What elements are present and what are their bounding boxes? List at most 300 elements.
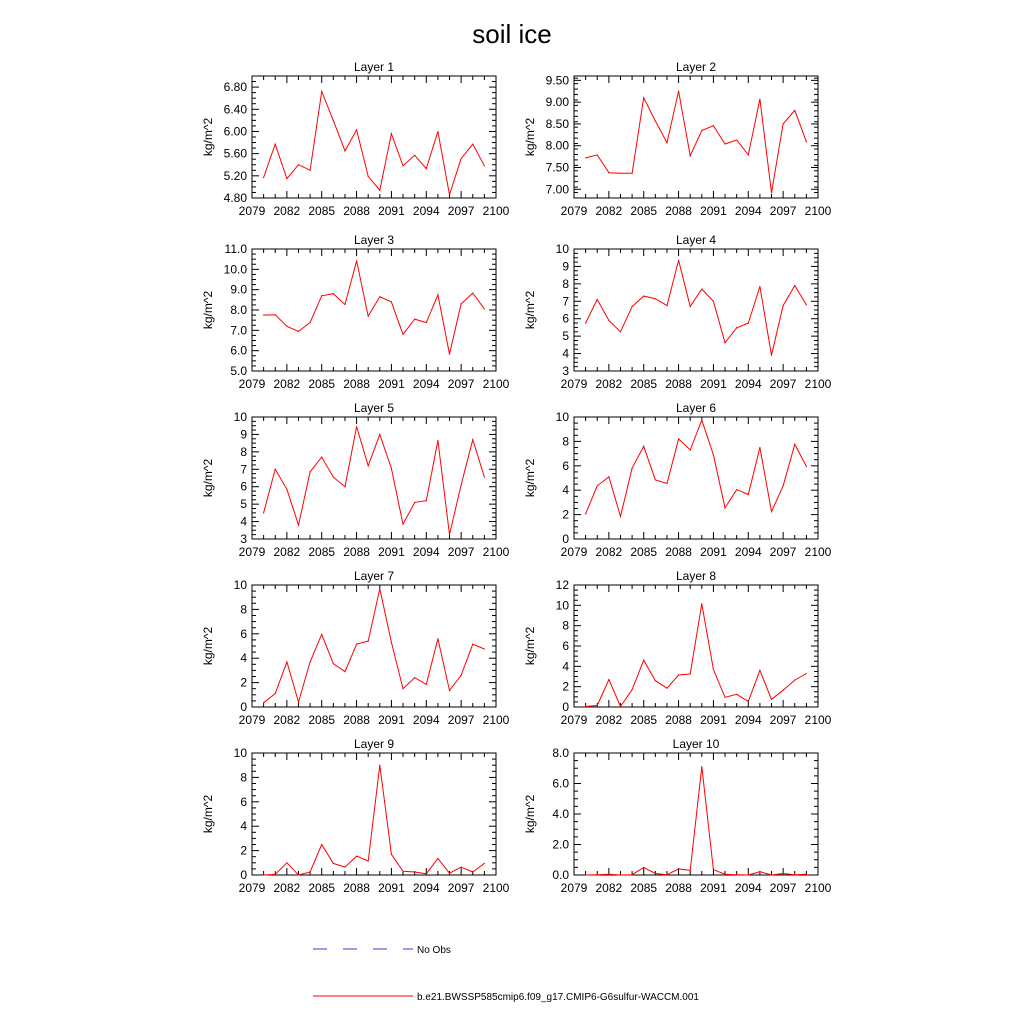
data-point (472, 144, 473, 145)
y-tick-label: 6 (240, 479, 247, 494)
data-point (585, 157, 586, 158)
data-point (263, 512, 264, 513)
x-tick-label: 2079 (560, 204, 588, 218)
x-tick-label: 2091 (700, 545, 727, 559)
y-tick-label: 10.0 (223, 262, 247, 277)
data-point (391, 133, 392, 134)
data-point (736, 489, 737, 490)
y-tick-label: 11.0 (224, 242, 247, 256)
data-point (643, 446, 644, 447)
y-tick-label: 0 (240, 700, 247, 714)
data-point (666, 305, 667, 306)
plot-frame (574, 585, 818, 707)
data-point (794, 110, 795, 111)
x-tick-label: 2097 (447, 545, 475, 559)
data-point (333, 477, 334, 478)
data-point (666, 483, 667, 484)
x-tick-label: 2094 (734, 377, 762, 391)
y-tick-label: 8.0 (552, 746, 569, 760)
data-point (794, 285, 795, 286)
data-point (701, 603, 702, 604)
data-point (631, 306, 632, 307)
x-tick-label: 2094 (412, 881, 440, 895)
data-point (484, 477, 485, 478)
data-point (724, 874, 725, 875)
data-point (275, 469, 276, 470)
y-tick-label: 7.00 (545, 182, 569, 197)
data-point (597, 299, 598, 300)
data-point (806, 874, 807, 875)
series-line-layer-6 (586, 420, 807, 516)
y-tick-label: 5.60 (223, 146, 247, 161)
data-point (608, 679, 609, 680)
figure-title: soil ice (472, 19, 552, 49)
y-axis-label: kg/m^2 (523, 117, 537, 157)
data-point (690, 155, 691, 156)
data-point (484, 648, 485, 649)
data-point (771, 874, 772, 875)
data-point (437, 440, 438, 441)
data-point (736, 694, 737, 695)
x-tick-label: 2097 (769, 377, 797, 391)
data-point (356, 260, 357, 261)
y-tick-label: 10 (555, 410, 569, 424)
data-point (379, 765, 380, 766)
y-tick-label: 9.50 (545, 73, 569, 88)
data-point (414, 502, 415, 503)
data-point (333, 663, 334, 664)
data-point (321, 634, 322, 635)
data-point (402, 334, 403, 335)
data-point (298, 331, 299, 332)
data-point (748, 494, 749, 495)
data-point (678, 91, 679, 92)
y-tick-label: 2 (562, 507, 569, 522)
x-tick-label: 2097 (447, 713, 475, 727)
data-point (655, 680, 656, 681)
x-tick-label: 2100 (804, 545, 832, 559)
x-tick-label: 2091 (378, 881, 405, 895)
y-tick-label: 4 (562, 346, 569, 361)
data-point (713, 869, 714, 870)
data-point (461, 158, 462, 159)
x-tick-label: 2100 (482, 545, 510, 559)
panel-title: Layer 4 (675, 233, 717, 247)
y-tick-label: 5 (562, 329, 569, 344)
x-tick-label: 2100 (482, 713, 510, 727)
y-tick-label: 6 (240, 794, 247, 809)
legend (313, 945, 699, 1003)
x-tick-label: 2082 (273, 377, 301, 391)
data-point (678, 438, 679, 439)
data-point (379, 190, 380, 191)
y-tick-label: 10 (555, 242, 569, 256)
data-point (286, 326, 287, 327)
y-tick-label: 2.0 (552, 837, 569, 852)
data-point (344, 486, 345, 487)
x-tick-label: 2097 (769, 881, 797, 895)
data-point (426, 873, 427, 874)
data-point (678, 674, 679, 675)
data-point (759, 98, 760, 99)
x-tick-label: 2082 (595, 881, 623, 895)
chart-panel-layer-2 (523, 60, 832, 218)
y-tick-label: 4.0 (552, 807, 569, 821)
data-point (748, 874, 749, 875)
data-point (678, 260, 679, 261)
x-tick-label: 2079 (238, 545, 266, 559)
data-point (666, 874, 667, 875)
data-point (356, 129, 357, 130)
data-point (414, 319, 415, 320)
data-point (449, 194, 450, 195)
x-tick-label: 2094 (412, 545, 440, 559)
x-tick-label: 2094 (734, 204, 762, 218)
data-point (414, 155, 415, 156)
x-tick-label: 2088 (665, 377, 692, 391)
panel-title: Layer 7 (353, 569, 395, 583)
data-point (344, 304, 345, 305)
data-point (585, 706, 586, 707)
data-point (794, 874, 795, 875)
data-point (263, 177, 264, 178)
data-point (643, 867, 644, 868)
data-point (608, 476, 609, 477)
chart-panel-layer-3 (201, 233, 510, 391)
y-tick-label: 2 (240, 675, 247, 690)
data-point (585, 322, 586, 323)
data-point (678, 868, 679, 869)
x-tick-label: 2085 (308, 881, 336, 895)
data-point (771, 192, 772, 193)
data-point (484, 863, 485, 864)
x-tick-label: 2100 (482, 377, 510, 391)
data-point (414, 871, 415, 872)
y-tick-label: 10 (233, 410, 247, 424)
y-tick-label: 12 (555, 578, 569, 592)
data-point (484, 165, 485, 166)
y-axis-label: kg/m^2 (523, 626, 537, 666)
data-point (379, 588, 380, 589)
x-tick-label: 2079 (238, 713, 266, 727)
x-tick-label: 2100 (482, 204, 510, 218)
data-point (321, 295, 322, 296)
data-point (368, 860, 369, 861)
x-tick-label: 2088 (665, 545, 692, 559)
y-tick-label: 8 (240, 770, 247, 785)
series-line-layer-7 (264, 589, 485, 703)
data-point (620, 516, 621, 517)
data-point (806, 673, 807, 674)
data-point (263, 702, 264, 703)
data-point (275, 693, 276, 694)
chart-panel-layer-5 (201, 401, 510, 559)
x-tick-label: 2091 (700, 377, 727, 391)
x-tick-label: 2097 (447, 377, 475, 391)
data-point (724, 697, 725, 698)
y-tick-label: 7.50 (545, 160, 569, 175)
data-point (759, 670, 760, 671)
x-tick-label: 2082 (273, 204, 301, 218)
y-tick-label: 4 (240, 514, 247, 529)
y-tick-label: 3 (240, 532, 247, 546)
data-point (620, 173, 621, 174)
data-point (608, 172, 609, 173)
x-tick-label: 2079 (560, 881, 588, 895)
x-tick-label: 2091 (700, 713, 727, 727)
data-point (275, 144, 276, 145)
data-point (449, 873, 450, 874)
x-tick-label: 2088 (343, 377, 370, 391)
data-point (690, 449, 691, 450)
y-tick-label: 10 (233, 578, 247, 592)
x-tick-label: 2094 (734, 881, 762, 895)
data-point (783, 485, 784, 486)
data-point (356, 426, 357, 427)
data-point (608, 874, 609, 875)
series-line-layer-2 (586, 91, 807, 193)
data-point (333, 293, 334, 294)
data-point (806, 466, 807, 467)
y-tick-label: 7 (240, 462, 247, 477)
data-point (771, 355, 772, 356)
data-point (759, 447, 760, 448)
y-tick-label: 4 (562, 483, 569, 498)
x-tick-label: 2094 (734, 713, 762, 727)
series-line-layer-8 (586, 604, 807, 707)
x-tick-label: 2079 (238, 377, 266, 391)
data-point (379, 296, 380, 297)
y-tick-label: 7.0 (230, 323, 247, 338)
data-point (701, 130, 702, 131)
legend-model-label: b.e21.BWSSP585cmip6.f09_g17.CMIP6-G6sulfur-WACCM.001 (417, 992, 699, 1003)
y-tick-label: 2 (562, 679, 569, 694)
data-point (461, 484, 462, 485)
y-tick-label: 6 (240, 626, 247, 641)
data-point (631, 874, 632, 875)
y-tick-label: 6.80 (223, 80, 247, 95)
x-tick-label: 2085 (630, 881, 658, 895)
data-point (690, 673, 691, 674)
data-point (437, 638, 438, 639)
panel-title: Layer 9 (353, 737, 395, 751)
y-axis-label: kg/m^2 (201, 117, 215, 157)
x-tick-label: 2097 (769, 713, 797, 727)
data-point (437, 131, 438, 132)
data-point (321, 456, 322, 457)
data-point (597, 874, 598, 875)
data-point (736, 139, 737, 140)
x-tick-label: 2100 (804, 204, 832, 218)
x-tick-label: 2082 (595, 377, 623, 391)
panel-title: Layer 6 (675, 401, 717, 415)
data-point (713, 301, 714, 302)
x-tick-label: 2088 (665, 881, 692, 895)
x-tick-label: 2082 (595, 204, 623, 218)
x-tick-label: 2079 (238, 881, 266, 895)
x-tick-label: 2082 (273, 545, 301, 559)
data-point (631, 689, 632, 690)
plot-frame (252, 585, 496, 707)
chart-panel-layer-1 (201, 60, 510, 218)
data-point (356, 855, 357, 856)
data-point (806, 304, 807, 305)
series-line-layer-3 (264, 261, 485, 354)
data-point (402, 524, 403, 525)
data-point (286, 489, 287, 490)
y-tick-label: 9.00 (545, 95, 569, 110)
x-tick-label: 2091 (700, 881, 727, 895)
y-tick-label: 0 (562, 700, 569, 714)
y-tick-label: 10 (233, 746, 247, 760)
x-tick-label: 2088 (343, 545, 370, 559)
y-tick-label: 10 (555, 598, 569, 613)
data-point (449, 354, 450, 355)
data-point (426, 322, 427, 323)
data-point (275, 874, 276, 875)
x-tick-label: 2085 (308, 713, 336, 727)
chart-panel-layer-9 (201, 737, 510, 895)
chart-panel-layer-6 (523, 401, 832, 559)
chart-panel-layer-8 (523, 569, 832, 727)
x-tick-label: 2079 (238, 204, 266, 218)
data-point (690, 870, 691, 871)
y-axis-label: kg/m^2 (523, 290, 537, 330)
panel-title: Layer 8 (675, 569, 717, 583)
x-tick-label: 2100 (804, 713, 832, 727)
data-point (608, 320, 609, 321)
chart-panel-layer-7 (201, 569, 510, 727)
x-tick-label: 2079 (560, 713, 588, 727)
y-tick-label: 4.80 (223, 191, 247, 205)
y-tick-label: 0 (562, 532, 569, 546)
data-point (263, 314, 264, 315)
data-point (309, 170, 310, 171)
x-tick-label: 2097 (769, 545, 797, 559)
series-line-layer-10 (586, 767, 807, 875)
series-line-layer-9 (264, 765, 485, 875)
y-tick-label: 6 (562, 311, 569, 326)
panel-title: Layer 2 (675, 60, 717, 74)
x-tick-label: 2085 (308, 377, 336, 391)
x-tick-label: 2085 (308, 204, 336, 218)
data-point (701, 766, 702, 767)
x-tick-label: 2091 (378, 377, 405, 391)
chart-panel-layer-4 (523, 233, 832, 391)
x-tick-label: 2085 (630, 377, 658, 391)
x-tick-label: 2097 (447, 881, 475, 895)
legend-obs-label: No Obs (417, 945, 451, 956)
x-tick-label: 2079 (560, 545, 588, 559)
data-point (713, 454, 714, 455)
data-point (724, 507, 725, 508)
y-tick-label: 2 (240, 843, 247, 858)
y-axis-label: kg/m^2 (523, 458, 537, 498)
series-line-layer-1 (264, 92, 485, 195)
data-point (391, 468, 392, 469)
data-point (437, 294, 438, 295)
data-point (368, 316, 369, 317)
x-tick-label: 2082 (595, 545, 623, 559)
data-point (748, 322, 749, 323)
data-point (472, 439, 473, 440)
data-point (597, 154, 598, 155)
data-point (402, 688, 403, 689)
data-point (472, 644, 473, 645)
data-point (597, 705, 598, 706)
y-tick-label: 6.0 (230, 343, 247, 358)
y-axis-label: kg/m^2 (201, 626, 215, 666)
data-point (585, 874, 586, 875)
data-point (263, 874, 264, 875)
plot-frame (574, 249, 818, 371)
x-tick-label: 2082 (273, 713, 301, 727)
x-tick-label: 2091 (378, 713, 405, 727)
data-point (655, 298, 656, 299)
data-point (701, 288, 702, 289)
data-point (309, 661, 310, 662)
data-point (344, 671, 345, 672)
x-tick-label: 2100 (804, 881, 832, 895)
data-point (643, 295, 644, 296)
x-tick-label: 2100 (804, 377, 832, 391)
data-point (461, 303, 462, 304)
data-point (724, 143, 725, 144)
y-axis-label: kg/m^2 (523, 794, 537, 834)
x-tick-label: 2088 (343, 881, 370, 895)
data-point (298, 874, 299, 875)
data-point (736, 874, 737, 875)
x-tick-label: 2079 (560, 377, 588, 391)
y-tick-label: 4 (240, 651, 247, 666)
data-point (472, 293, 473, 294)
x-tick-label: 2082 (595, 713, 623, 727)
data-point (402, 871, 403, 872)
y-tick-label: 6 (562, 639, 569, 653)
x-tick-label: 2088 (665, 713, 692, 727)
data-point (643, 660, 644, 661)
plot-frame (252, 76, 496, 198)
y-tick-label: 6.00 (223, 124, 247, 139)
data-point (449, 534, 450, 535)
data-point (391, 301, 392, 302)
data-point (379, 434, 380, 435)
data-point (391, 642, 392, 643)
data-point (643, 97, 644, 98)
y-tick-label: 8 (562, 276, 569, 291)
y-tick-label: 9.0 (230, 282, 247, 297)
series-line-layer-5 (264, 427, 485, 535)
data-point (426, 168, 427, 169)
data-point (368, 176, 369, 177)
data-point (333, 120, 334, 121)
data-point (368, 465, 369, 466)
y-axis-label: kg/m^2 (201, 794, 215, 834)
data-point (701, 419, 702, 420)
plot-frame (252, 417, 496, 539)
data-point (620, 874, 621, 875)
data-point (736, 327, 737, 328)
data-point (724, 342, 725, 343)
data-point (344, 866, 345, 867)
chart-panels (201, 60, 832, 895)
data-point (666, 142, 667, 143)
data-point (298, 164, 299, 165)
x-tick-label: 2094 (734, 545, 762, 559)
x-tick-label: 2088 (343, 713, 370, 727)
data-point (391, 854, 392, 855)
data-point (437, 858, 438, 859)
